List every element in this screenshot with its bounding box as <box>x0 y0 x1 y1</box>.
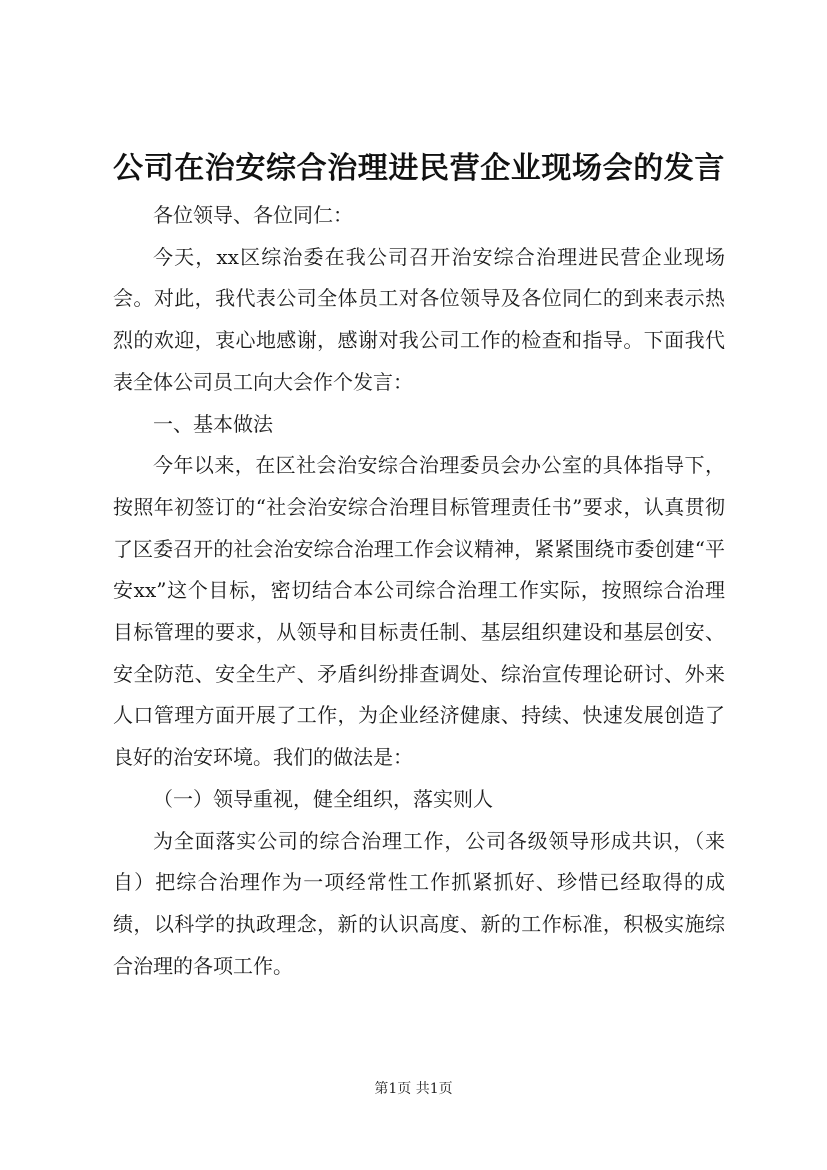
subsection-heading: （一）领导重视，健全组织，落实则人 <box>153 786 493 811</box>
document-title: 公司在治安综合治理进民营企业现场会的发言 <box>113 151 725 186</box>
section-heading: 一、基本做法 <box>153 411 273 436</box>
page-number-footer: 第1页 共1页 <box>374 1081 453 1097</box>
greeting: 各位领导、各位同仁： <box>153 203 353 227</box>
paragraph-practice: 今年以来，在区社会治安综合治理委员会办公室的具体指导下，按照年初签订的“社会治安综合治理目标管理责任书”要求，认真贯彻了区委召开的社会治安综合治理工作会议精神，紧紧围绕市委创建“平安xx”这个目标，密切结合本公司综合治理工作实际，按照综合治理目标管理的要求，从领导和目标责任制、基层组织建设和基层创安、安全防范、安全生产、矛盾纠纷排查调处、综治宣传理论研讨、外来人口管理方面开展了工作，为企业经济健康、持续、快速发展创造了良好的治安环境。我们的做法是： <box>113 453 725 770</box>
paragraph-implementation: 为全面落实公司的综合治理工作，公司各级领导形成共识，（来自）把综合治理作为一项经常性工作抓紧抓好、珍惜已经取得的成绩，以科学的执政理念，新的认识高度、新的工作标准，积极实施综合治理的各项工作。 <box>113 828 725 978</box>
document-body <box>113 143 725 987</box>
paragraph-opening: 今天，xx区综治委在我公司召开治安综合治理进民营企业现场会。对此，我代表公司全体员工对各位领导及各位同仁的到来表示热烈的欢迎，衷心地感谢，感谢对我公司工作的检查和指导。下面我代表全体公司员工向大会作个发言： <box>113 244 725 394</box>
